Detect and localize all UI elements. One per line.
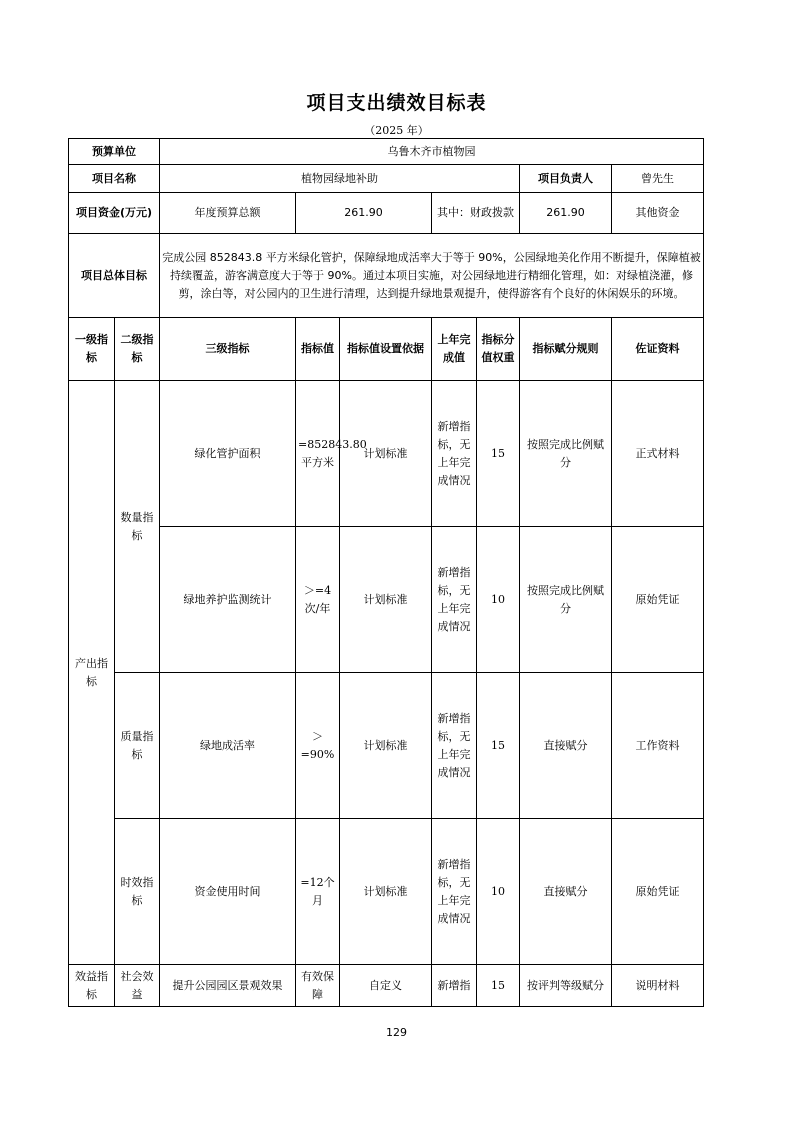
header-rule: 指标赋分规则 xyxy=(520,318,612,381)
leader-label: 项目负责人 xyxy=(520,165,612,193)
unit-label: 预算单位 xyxy=(69,139,160,165)
indicator-basis: 自定义 xyxy=(340,965,432,1007)
unit-value: 乌鲁木齐市植物园 xyxy=(160,139,704,165)
header-level1: 一级指标 xyxy=(69,318,115,381)
indicator-value: =852843.80平方米 xyxy=(296,381,340,527)
indicator-value: =12个月 xyxy=(296,819,340,965)
leader-value: 曾先生 xyxy=(612,165,704,193)
funds-label: 项目资金(万元) xyxy=(69,193,160,234)
indicator-name: 提升公园园区景观效果 xyxy=(160,965,296,1007)
social-benefit-label: 社会效益 xyxy=(115,965,160,1007)
page-title: 项目支出绩效目标表 xyxy=(306,92,487,114)
quality-indicator-label: 质量指标 xyxy=(115,673,160,819)
indicator-weight: 15 xyxy=(477,965,520,1007)
other-funds-label: 其他资金 xyxy=(612,193,704,234)
header-level3: 三级指标 xyxy=(160,318,296,381)
goal-row xyxy=(69,234,704,318)
indicator-basis: 计划标准 xyxy=(340,381,432,527)
scoring-rule: 按照完成比例赋分 xyxy=(520,527,612,673)
indicator-weight: 10 xyxy=(477,527,520,673)
evidence-material: 工作资料 xyxy=(612,673,704,819)
evidence-material: 原始凭证 xyxy=(612,819,704,965)
last-year-value: 新增指 xyxy=(432,965,477,1007)
indicator-weight: 10 xyxy=(477,819,520,965)
indicator-value: 有效保障 xyxy=(296,965,340,1007)
last-year-value: 新增指标，无上年完成情况 xyxy=(432,381,477,527)
indicator-name: 资金使用时间 xyxy=(160,819,296,965)
indicator-value: ＞=4次/年 xyxy=(296,527,340,673)
evidence-material: 正式材料 xyxy=(612,381,704,527)
table-row xyxy=(69,381,704,527)
indicator-basis: 计划标准 xyxy=(340,819,432,965)
header-last-year: 上年完成值 xyxy=(432,318,477,381)
header-value: 指标值 xyxy=(296,318,340,381)
quantity-indicator-label: 数量指标 xyxy=(115,381,160,673)
table-row xyxy=(69,819,704,965)
performance-table xyxy=(68,138,704,1007)
scoring-rule: 直接赋分 xyxy=(520,673,612,819)
goal-text: 完成公园 852843.8 平方米绿化管护，保障绿地成活率大于等于 90%，公园绿地美化作用不断提升，保障植被持续覆盖，游客满意度大于等于 90%。通过本项目实施，对公园绿地进行精细化管理，如：对绿植浇灌，修剪，涂白等，对公园内的卫生进行清理，达到提升绿地景观提升，使得游客有个良好的休闲娱乐的环境。 xyxy=(160,234,704,318)
header-evidence: 佐证资料 xyxy=(612,318,704,381)
last-year-value: 新增指标，无上年完成情况 xyxy=(432,819,477,965)
table-row xyxy=(69,965,704,1007)
funds-row xyxy=(69,193,704,234)
scoring-rule: 直接赋分 xyxy=(520,819,612,965)
last-year-value: 新增指标，无上年完成情况 xyxy=(432,527,477,673)
evidence-material: 原始凭证 xyxy=(612,527,704,673)
project-name-value: 植物园绿地补助 xyxy=(160,165,520,193)
indicator-weight: 15 xyxy=(477,381,520,527)
project-name-label: 项目名称 xyxy=(69,165,160,193)
timeliness-indicator-label: 时效指标 xyxy=(115,819,160,965)
indicator-weight: 15 xyxy=(477,673,520,819)
header-row xyxy=(69,318,704,381)
scoring-rule: 按评判等级赋分 xyxy=(520,965,612,1007)
header-level2: 二级指标 xyxy=(115,318,160,381)
indicator-name: 绿地成活率 xyxy=(160,673,296,819)
output-indicator-label: 产出指标 xyxy=(69,381,115,965)
annual-budget-label: 年度预算总额 xyxy=(160,193,296,234)
indicator-name: 绿化管护面积 xyxy=(160,381,296,527)
indicator-basis: 计划标准 xyxy=(340,673,432,819)
fiscal-value: 261.90 xyxy=(520,193,612,234)
page-number: 129 xyxy=(386,1026,407,1039)
year-label: （2025 年） xyxy=(364,124,429,137)
table-row xyxy=(69,673,704,819)
last-year-value: 新增指标，无上年完成情况 xyxy=(432,673,477,819)
unit-row xyxy=(69,139,704,165)
header-basis: 指标值设置依据 xyxy=(340,318,432,381)
table-row xyxy=(69,527,704,673)
header-weight: 指标分值权重 xyxy=(477,318,520,381)
evidence-material: 说明材料 xyxy=(612,965,704,1007)
annual-budget-value: 261.90 xyxy=(296,193,432,234)
indicator-basis: 计划标准 xyxy=(340,527,432,673)
indicator-value: ＞=90% xyxy=(296,673,340,819)
fiscal-label: 其中：财政拨款 xyxy=(432,193,520,234)
project-name-row xyxy=(69,165,704,193)
scoring-rule: 按照完成比例赋分 xyxy=(520,381,612,527)
benefit-indicator-label: 效益指标 xyxy=(69,965,115,1007)
goal-label: 项目总体目标 xyxy=(69,234,160,318)
indicator-name: 绿地养护监测统计 xyxy=(160,527,296,673)
